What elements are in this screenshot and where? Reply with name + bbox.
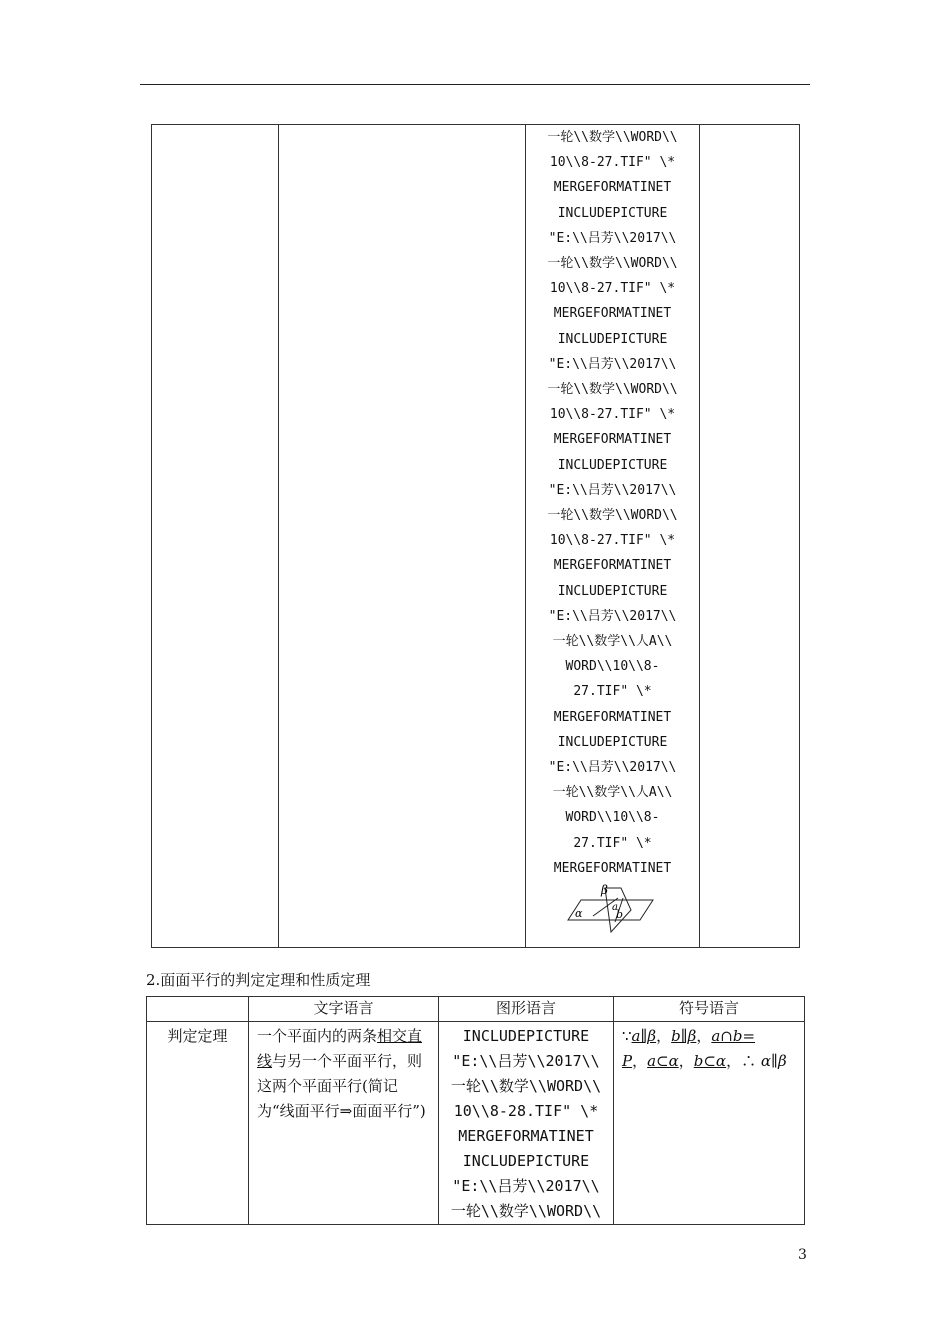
field-code-line: 27.TIF" \* [573, 684, 652, 700]
header-graphic-language: 图形语言 [439, 997, 614, 1022]
section-title: 2.面面平行的判定定理和性质定理 [146, 971, 371, 989]
symbol-expr: a∥β [631, 1027, 657, 1045]
symbol-language [614, 1022, 805, 1225]
field-code-line: 一轮\\数学\\WORD\\ [450, 1077, 602, 1095]
separator: ， [656, 1027, 672, 1045]
field-code-line: MERGEFORMATINET [458, 1127, 594, 1145]
field-code-line: INCLUDEPICTURE [557, 734, 668, 750]
field-code-line: INCLUDEPICTURE [462, 1152, 590, 1170]
because-symbol: ∵ [622, 1027, 632, 1045]
field-code-line: 一轮\\数学\\WORD\\ [547, 256, 678, 272]
theorem-text [249, 1022, 439, 1225]
symbol-expr: a∩b= [711, 1027, 756, 1045]
field-code-line: MERGEFORMATINET [553, 558, 672, 574]
therefore-symbol: ∴ [741, 1052, 757, 1070]
field-code-line: 10\\8-27.TIF" \* [549, 407, 676, 423]
field-code-line: INCLUDEPICTURE [557, 457, 668, 473]
field-code-line: MERGEFORMATINET [553, 180, 672, 196]
table-row [152, 125, 800, 948]
symbol-expr: b⊂α [693, 1052, 727, 1070]
symbol-expr: P [622, 1052, 633, 1070]
field-code-line: INCLUDEPICTURE [462, 1027, 590, 1045]
separator: ， [632, 1052, 648, 1070]
field-code-line: MERGEFORMATINET [553, 306, 672, 322]
field-code-line: 10\\8-27.TIF" \* [549, 155, 676, 171]
field-code-line: "E:\\吕芳\\2017\\ [452, 1177, 600, 1195]
field-code-line: 一轮\\数学\\WORD\\ [450, 1202, 602, 1220]
field-code-line: WORD\\10\\8- [565, 810, 660, 826]
field-code-line: "E:\\吕芳\\2017\\ [548, 760, 677, 776]
table-cell-empty [152, 125, 279, 948]
header-cell-blank [147, 997, 249, 1022]
field-code-line: "E:\\吕芳\\2017\\ [548, 482, 677, 498]
separator: ， [696, 1027, 712, 1045]
field-code-line: "E:\\吕芳\\2017\\ [548, 608, 677, 624]
field-code-line: MERGEFORMATINET [553, 432, 672, 448]
field-code-line: MERGEFORMATINET [553, 860, 672, 876]
symbol-expr: a⊂α [647, 1052, 679, 1070]
header-symbol-language: 符号语言 [614, 997, 805, 1022]
field-code-line: 10\\8-27.TIF" \* [549, 533, 676, 549]
field-code-line: INCLUDEPICTURE [557, 583, 668, 599]
header-rule [140, 84, 810, 85]
field-code-line: "E:\\吕芳\\2017\\ [548, 230, 677, 246]
header-text-language: 文字语言 [249, 997, 439, 1022]
label-alpha: α [575, 907, 583, 920]
continued-table [151, 124, 800, 948]
field-code-line: 27.TIF" \* [573, 835, 652, 851]
field-code-line: INCLUDEPICTURE [557, 331, 668, 347]
row-label: 判定定理 [147, 1022, 249, 1225]
label-beta: β [601, 883, 608, 897]
table-row [147, 1022, 805, 1225]
separator: ， [678, 1052, 694, 1070]
table-cell-empty [279, 125, 526, 948]
plane-parallel-figure [563, 880, 663, 936]
field-code-cell [526, 125, 700, 948]
field-code-line: 一轮\\数学\\人A\\ [552, 634, 673, 650]
field-code-line: "E:\\吕芳\\2017\\ [548, 356, 677, 372]
label-b: b [616, 908, 624, 921]
text-part: 一个平面内的两条 [257, 1027, 378, 1045]
field-code-line: 一轮\\数学\\WORD\\ [547, 508, 678, 524]
field-code-line: WORD\\10\\8- [565, 659, 660, 675]
field-code-line: 一轮\\数学\\WORD\\ [547, 130, 678, 145]
page-number: 3 [798, 1247, 807, 1263]
table-cell-empty [700, 125, 800, 948]
field-code-line: INCLUDEPICTURE [557, 205, 668, 221]
field-code-line: "E:\\吕芳\\2017\\ [452, 1052, 600, 1070]
theorem-table [146, 996, 805, 1225]
underlined-term: 相交直线 [257, 1027, 423, 1070]
field-code-line: 一轮\\数学\\WORD\\ [547, 382, 678, 398]
table-header-row [147, 997, 805, 1022]
field-code-line: 一轮\\数学\\人A\\ [552, 785, 673, 801]
symbol-expr: α∥β [760, 1052, 787, 1070]
field-code-line: MERGEFORMATINET [553, 709, 672, 725]
field-code-cell [439, 1022, 614, 1225]
field-code-line: 10\\8-28.TIF" \* [453, 1102, 599, 1120]
separator: ， [726, 1052, 742, 1070]
symbol-expr: b∥β [671, 1027, 697, 1045]
text-part: 与另一个平面平行，则这两个平面平行(简记为“线面平行⇒面面平行”) [257, 1052, 426, 1120]
field-code-line: 10\\8-27.TIF" \* [549, 281, 676, 297]
label-a: a [612, 902, 618, 913]
